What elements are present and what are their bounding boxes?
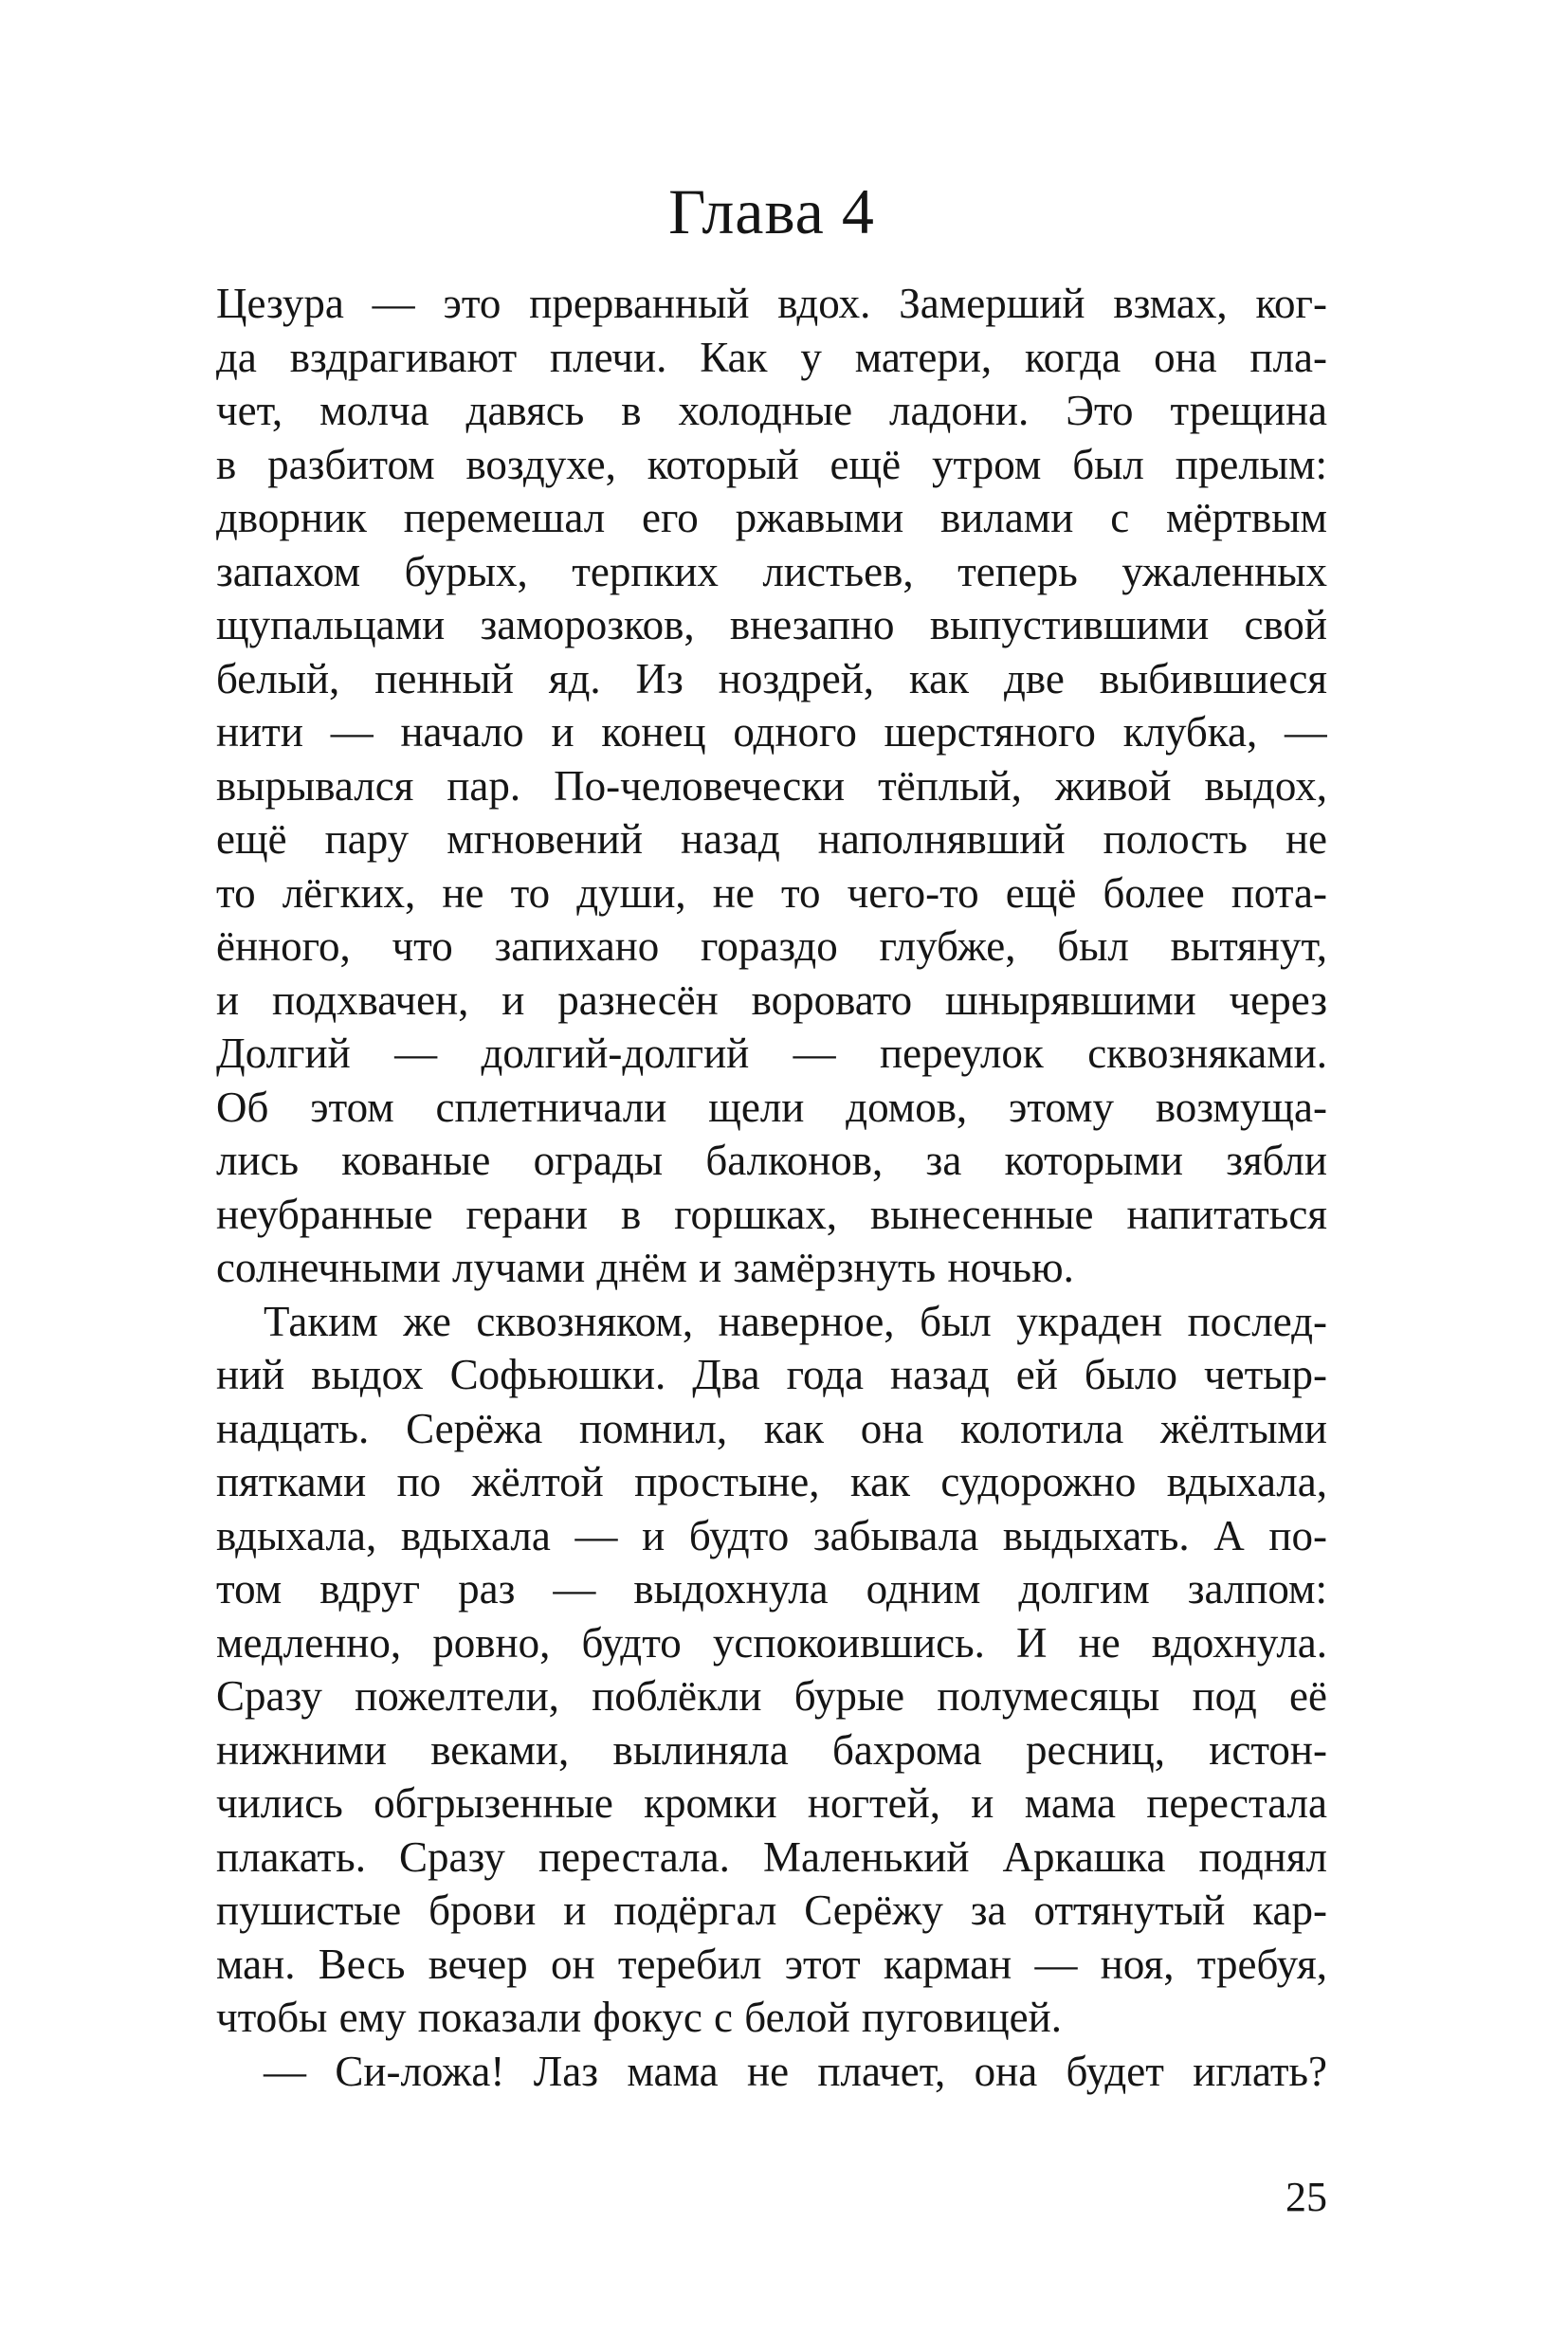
text-line: плакать. Сразу перестала. Маленький Аркашка поднял: [216, 1832, 1327, 1881]
text-line: надцать. Серёжа помнил, как она колотила жёлтыми: [216, 1404, 1327, 1452]
text-line: лись кованые ограды балконов, за которыми зябли: [216, 1137, 1327, 1184]
text-line: то лёгких, не то души, не то чего-то ещё более пота-: [216, 868, 1327, 917]
text-line: пятками по жёлтой простыне, как судорожно вдыхала,: [216, 1458, 1327, 1505]
text-line: Сразу пожелтели, поблёкли бурые полумесяцы под её: [216, 1672, 1327, 1720]
text-line: пушистые брови и подёргал Серёжу за оттянутый кар-: [216, 1886, 1327, 1934]
text-line: медленно, ровно, будто успокоившись. И не вдохнула.: [216, 1618, 1327, 1667]
text-block: [216, 277, 1327, 2098]
text-line: чтобы ему показали фокус с белой пуговицей.: [216, 1994, 1062, 2041]
dialogue-line: — Си-ложа! Лаз мама не плачет, она будет иглать?: [264, 2047, 1327, 2095]
text-line: дворник перемешал его ржавыми вилами с мёртвым: [216, 494, 1327, 541]
text-line: ний выдох Софьюшки. Два года назад ей было четыр-: [216, 1351, 1327, 1398]
text-line: в разбитом воздухе, который ещё утром был прелым:: [216, 440, 1327, 488]
text-line: ённого, что запихано гораздо глубже, был вытянут,: [216, 922, 1327, 970]
text-line: нижними веками, вылиняла бахрома ресниц, истон-: [216, 1725, 1327, 1774]
text-line: ещё пару мгновений назад наполнявший полость не: [216, 815, 1327, 863]
text-line: чет, молча давясь в холодные ладони. Это трещина: [216, 387, 1327, 434]
text-line: вырывался пар. По-человечески тёплый, живой выдох,: [216, 761, 1327, 810]
text-line: щупальцами заморозков, внезапно выпустившими свой: [216, 601, 1327, 648]
text-line: белый, пенный яд. Из ноздрей, как две выбившиеся: [216, 654, 1327, 702]
text-line: и подхвачен, и разнесён воровато шнырявшими через: [216, 975, 1327, 1024]
text-line: чились обгрызенные кромки ногтей, и мама перестала: [216, 1779, 1327, 1827]
text-line: Цезура — это прерванный вдох. Замерший взмах, ког-: [216, 280, 1327, 327]
text-line: Долгий — долгий-долгий — переулок сквозняками.: [216, 1030, 1327, 1077]
text-line: вдыхала, вдыхала — и будто забывала выдыхать. А по-: [216, 1511, 1327, 1559]
page-number: 25: [1285, 2174, 1327, 2220]
chapter-title: Глава 4: [668, 175, 875, 247]
text-line: да вздрагивают плечи. Как у матери, когда она пла-: [216, 333, 1327, 381]
text-line: Об этом сплетничали щели домов, этому возмуща-: [216, 1083, 1327, 1131]
text-line: неубранные герани в горшках, вынесенные напитаться: [216, 1190, 1327, 1238]
text-line: солнечными лучами днём и замёрзнуть ночью.: [216, 1244, 1074, 1291]
text-line: ман. Весь вечер он теребил этот карман — ноя, требуя,: [216, 1940, 1327, 1988]
text-line: том вдруг раз — выдохнула одним долгим залпом:: [216, 1565, 1327, 1613]
text-line: Таким же сквозняком, наверное, был украден послед-: [264, 1297, 1327, 1345]
text-line: запахом бурых, терпких листьев, теперь ужаленных: [216, 547, 1327, 595]
text-line: нити — начало и конец одного шерстяного клубка, —: [216, 708, 1327, 756]
